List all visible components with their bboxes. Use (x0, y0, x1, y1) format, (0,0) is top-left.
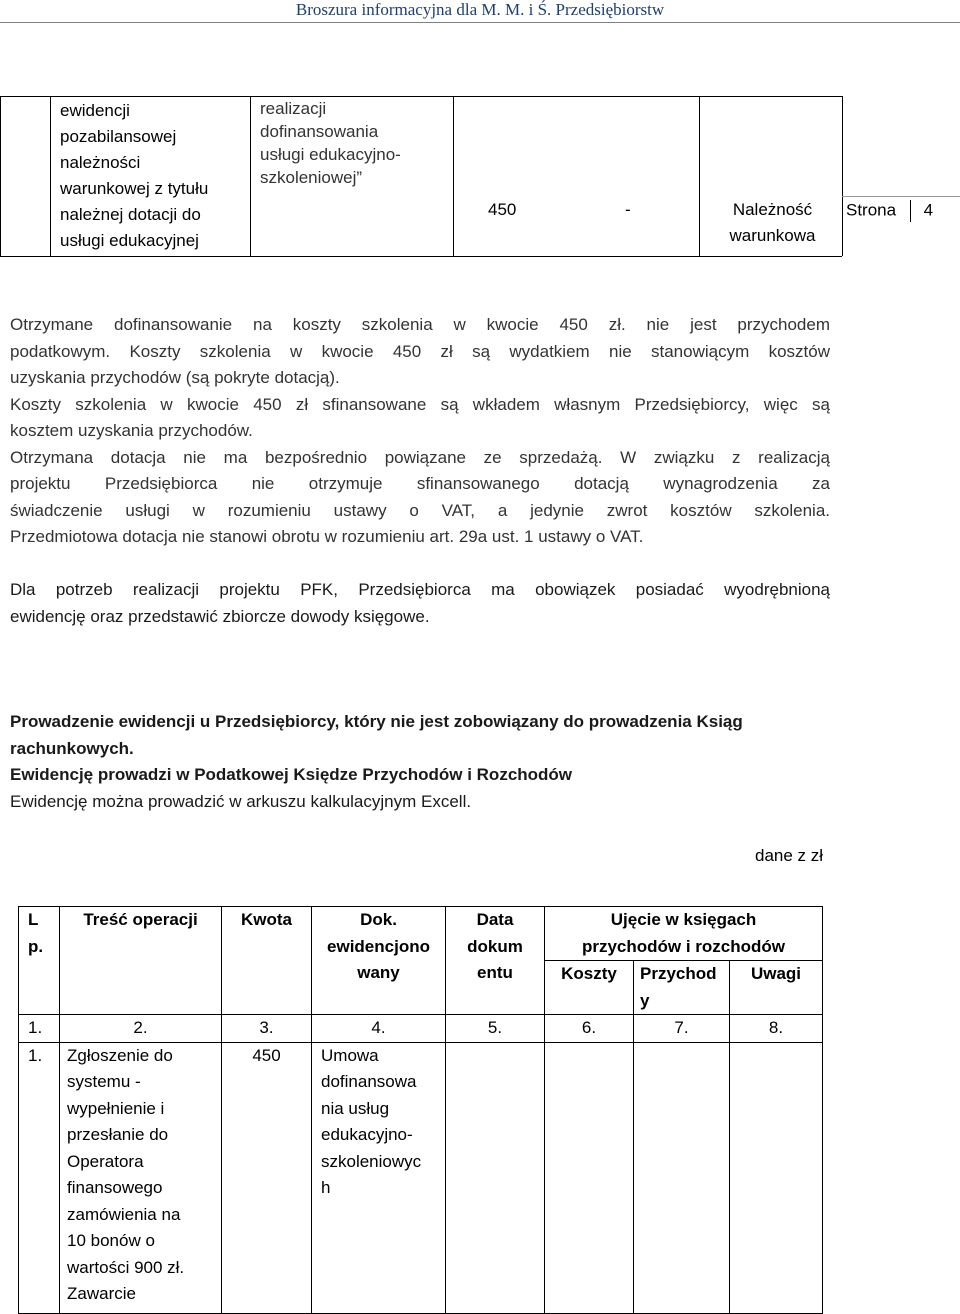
section-heading-continued: rachunkowych. (10, 738, 134, 758)
paragraph-grant-tax (10, 312, 830, 551)
ledger-column-numbers-row (19, 1015, 823, 1043)
upper-cell-account: Należność warunkowa (729, 200, 816, 245)
section-subheading: Ewidencję prowadzi w Podatkowej Księdze Przychodów i Rozchodów (10, 765, 573, 784)
paragraph-records-obligation (10, 577, 830, 630)
header-remarks: Uwagi (730, 961, 823, 1015)
column-number: 4. (312, 1015, 446, 1043)
upper-table-border (453, 96, 454, 256)
upper-cell-amount: 450 (488, 200, 517, 219)
row-lp: 1. (19, 1042, 60, 1313)
paragraph-line: świadczenie usługi w rozumieniu ustawy o VAT, a jedynie zwrot kosztów szkolenia. (10, 500, 830, 520)
upper-table-border (0, 96, 1, 256)
paragraph-line: Otrzymane dofinansowanie na koszty szkolenia w kwocie 450 zł. nie jest przychodem (10, 315, 830, 334)
paragraph-line: Dla potrzeb realizacji projektu PFK, Przedsiębiorca ma obowiązek posiadać wyodrębnioną (10, 580, 830, 599)
header-costs: Koszty (545, 961, 634, 1015)
column-number: 7. (634, 1015, 730, 1043)
row-document-date (446, 1042, 545, 1313)
paragraph-line: Otrzymana dotacja nie ma bezpośrednio powiązane ze sprzedażą. W związku z realizacją (10, 447, 830, 467)
upper-cell-dash: - (625, 200, 631, 219)
page-label-separator (910, 200, 911, 222)
upper-table-border (50, 96, 51, 256)
table-row (19, 1042, 823, 1313)
upper-table-border (842, 96, 843, 256)
row-remarks (730, 1042, 823, 1313)
page-number: 4 (923, 200, 934, 220)
units-label: dane z zł (755, 846, 824, 865)
upper-cell-operation: realizacji dofinansowania usługi edukacyjno- szkoleniowej” (260, 99, 401, 187)
upper-table-border (699, 96, 700, 256)
header-ledger-entry: Ujęcie w księgach przychodów i rozchodów (545, 907, 823, 961)
column-number: 8. (730, 1015, 823, 1043)
upper-table-bottom-border (0, 256, 842, 257)
column-number: 5. (446, 1015, 545, 1043)
paragraph-line: ewidencję oraz przedstawić zbiorcze dowody księgowe. (10, 606, 430, 626)
paragraph-line: projektu Przedsiębiorca nie otrzymuje sfinansowanego dotacją wynagrodzenia za (10, 474, 830, 493)
header-document: Dok. ewidencjono wany (312, 907, 446, 1015)
records-section (10, 709, 850, 815)
page-label-text: Strona (846, 200, 897, 220)
row-income (634, 1042, 730, 1313)
ledger-header-row (19, 907, 823, 961)
column-number: 3. (222, 1015, 312, 1043)
header-operation: Treść operacji (60, 907, 222, 1015)
header-document-date: Data dokum entu (446, 907, 545, 1015)
row-document: Umowa dofinansowa nia usług edukacyjno- szkoleniowyc h (312, 1042, 446, 1313)
header-income: Przychod y (634, 961, 730, 1015)
column-number: 2. (60, 1015, 222, 1043)
paragraph-line: uzyskania przychodów (są pokryte dotacją). (10, 368, 340, 387)
paragraph-line: kosztem uzyskania przychodów. (10, 421, 253, 440)
paragraph-line: Przedmiotowa dotacja nie stanowi obrotu w rozumieniu art. 29a ust. 1 ustawy o VAT. (10, 527, 644, 546)
paragraph-line: podatkowym. Koszty szkolenia w kwocie 450 zł są wydatkiem nie stanowiącym kosztów (10, 341, 830, 361)
row-operation: Zgłoszenie do systemu - wypełnienie i przesłanie do Operatora finansowego zamówienia na 10 bonów o wartości 900 zł. Zawarcie (60, 1042, 222, 1313)
ledger-table (18, 906, 823, 1314)
row-amount: 450 (222, 1042, 312, 1313)
upper-cell-description: ewidencji pozabilansowej należności warunkowej z tytułu należnej dotacji do usługi edukacyjnej (60, 101, 209, 250)
upper-table-border (250, 96, 251, 256)
row-costs (545, 1042, 634, 1313)
page-label-rule (842, 196, 960, 197)
page-label (846, 200, 933, 222)
column-number: 6. (545, 1015, 634, 1043)
paragraph-line: Koszty szkolenia w kwocie 450 zł sfinansowane są wkładem własnym Przedsiębiorcy, więc są (10, 394, 830, 414)
column-number: 1. (19, 1015, 60, 1043)
section-heading: Prowadzenie ewidencji u Przedsiębiorcy, który nie jest zobowiązany do prowadzenia Ksiąg (10, 712, 743, 731)
header-lp: L p. (19, 907, 60, 1015)
header-divider (0, 22, 960, 23)
header-amount: Kwota (222, 907, 312, 1015)
section-note: Ewidencję można prowadzić w arkuszu kalkulacyjnym Excell. (10, 791, 472, 811)
page-header-title: Broszura informacyjna dla M. M. i Ś. Przedsiębiorstw (295, 0, 665, 19)
